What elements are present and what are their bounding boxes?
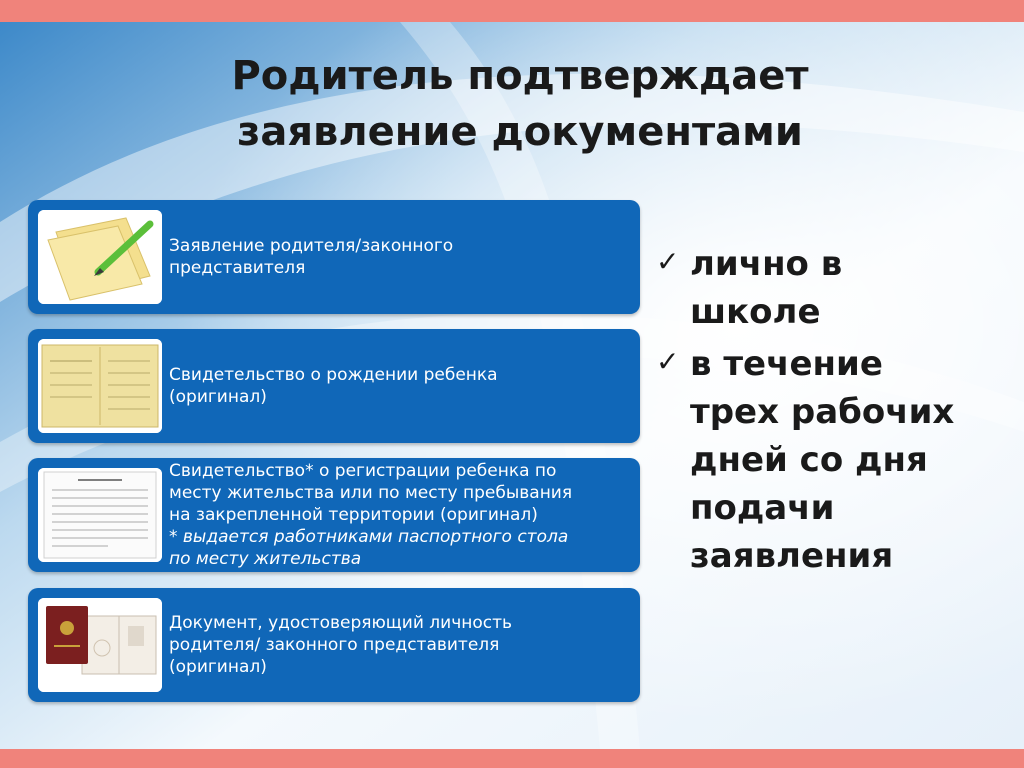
conditions-list: [656, 240, 1016, 584]
condition-line: заявления: [690, 536, 894, 576]
checkmark-icon: ✓: [656, 245, 680, 278]
top-accent-stripe: [0, 0, 1024, 22]
document-line: Свидетельство* о регистрации ребенка по: [169, 461, 557, 481]
document-line: месту жительства или по месту пребывания: [169, 483, 573, 503]
document-text: [169, 329, 630, 443]
document-line: представителя: [169, 258, 306, 278]
document-text: [169, 200, 630, 314]
condition-item: [656, 340, 1016, 580]
condition-line: трех рабочих: [690, 392, 955, 432]
birth-certificate-icon: [38, 339, 162, 433]
notepad-pencil-icon: [38, 210, 162, 304]
checkmark-icon: ✓: [656, 345, 680, 378]
bottom-accent-stripe: [0, 749, 1024, 768]
document-line: (оригинал): [169, 657, 267, 677]
condition-line: в течение: [690, 344, 883, 384]
document-line: (оригинал): [169, 387, 267, 407]
document-card-application: [28, 200, 640, 314]
document-line: Заявление родителя/законного: [169, 236, 454, 256]
document-footnote: * выдается работниками паспортного стола: [169, 527, 569, 547]
passport-icon: [38, 598, 162, 692]
registration-form-icon: [38, 468, 162, 562]
document-line: на закрепленной территории (оригинал): [169, 505, 538, 525]
condition-line: лично в: [690, 244, 843, 284]
slide-title: [120, 48, 920, 160]
condition-item: [656, 240, 1016, 336]
title-line-1: Родитель подтверждает: [231, 53, 809, 99]
title-line-2: заявление документами: [237, 109, 803, 155]
document-line: Документ, удостоверяющий личность: [169, 613, 513, 633]
document-card-identity: [28, 588, 640, 702]
document-line: Свидетельство о рождении ребенка: [169, 365, 498, 385]
document-card-birth-certificate: [28, 329, 640, 443]
document-line: родителя/ законного представителя: [169, 635, 500, 655]
document-text: [169, 588, 630, 702]
document-card-registration: [28, 458, 640, 572]
document-text: [169, 458, 630, 572]
condition-line: школе: [690, 292, 821, 332]
condition-line: подачи: [690, 488, 835, 528]
document-footnote: по месту жительства: [169, 549, 362, 569]
condition-line: дней со дня: [690, 440, 928, 480]
